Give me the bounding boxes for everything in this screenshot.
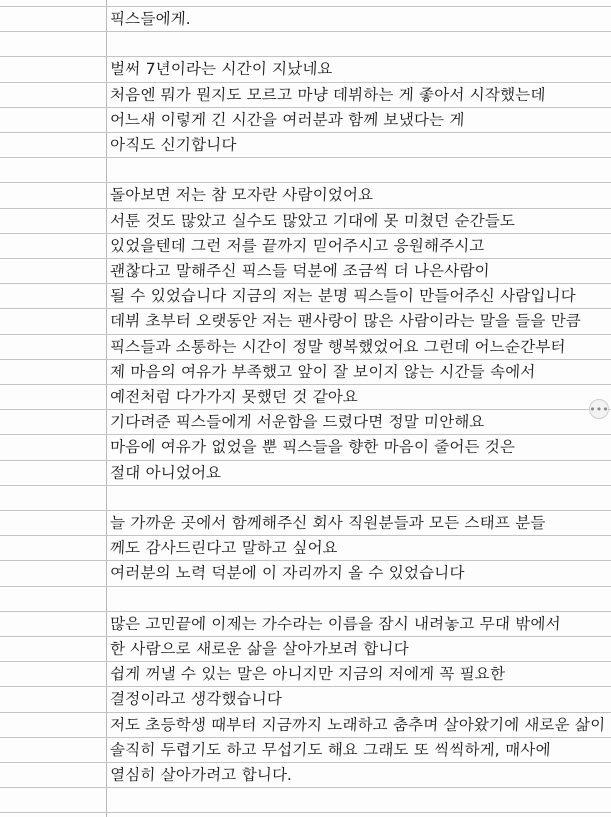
ruled-line: [0, 359, 611, 360]
ruled-line: [0, 812, 611, 813]
letter-line: 많은 고민끝에 이제는 가수라는 이름을 잠시 내려놓고 무대 밖에서: [109, 615, 562, 633]
ruled-line: [0, 787, 611, 788]
ruled-line: [0, 334, 611, 335]
letter-line: 데뷔 초부터 오랫동안 저는 팬사랑이 많은 사람이라는 말을 들을 만큼: [109, 312, 582, 330]
ruled-line: [0, 409, 611, 410]
letter-line: 솔직히 두렵기도 하고 무섭기도 해요 그래도 또 씩씩하게, 매사에: [109, 741, 552, 759]
letter-line: 제 마음의 여유가 부족했고 앞이 잘 보이지 않는 시간들 속에서: [109, 363, 536, 381]
ruled-line: [0, 434, 611, 435]
ruled-line: [0, 82, 611, 83]
letter-line: 될 수 있었습니다 지금의 저는 분명 픽스들이 만들어주신 사람입니다: [109, 287, 577, 305]
ruled-line: [0, 384, 611, 385]
letter-line: 열심히 살아가려고 합니다.: [109, 766, 293, 784]
ruled-line: [0, 208, 611, 209]
letter-line: 여러분의 노력 덕분에 이 자리까지 올 수 있었습니다: [109, 564, 466, 582]
ruled-line: [0, 535, 611, 536]
letter-line: 벌써 7년이라는 시간이 지났네요: [109, 60, 334, 78]
letter-line: 돌아보면 저는 참 모자란 사람이었어요: [109, 186, 374, 204]
ruled-line: [0, 586, 611, 587]
letter-line: 괜찮다고 말해주신 픽스들 덕분에 조금씩 더 나은사람이: [109, 262, 491, 280]
letter-line: 픽스들에게.: [109, 10, 192, 28]
letter-line: 어느새 이렇게 긴 시간을 여러분과 함께 보냈다는 게: [109, 111, 466, 129]
ruled-line: [0, 31, 611, 32]
ruled-line: [0, 762, 611, 763]
ruled-line: [0, 182, 611, 183]
letter-line: 마음에 여유가 없었을 뿐 픽스들을 향한 마음이 줄어든 것은: [109, 438, 516, 456]
ruled-line: [0, 560, 611, 561]
letter-line: 기다려준 픽스들에게 서운함을 드렸다면 정말 미안해요: [109, 413, 486, 431]
ruled-line: [0, 233, 611, 234]
ruled-line: [0, 485, 611, 486]
letter-line: 서툰 것도 많았고 실수도 많았고 기대에 못 미쳤던 순간들도: [109, 212, 516, 230]
ruled-line: [0, 460, 611, 461]
ruled-line: [0, 510, 611, 511]
ruled-line: [0, 6, 611, 7]
ruled-line: [0, 636, 611, 637]
letter-line: 쉽게 꺼낼 수 있는 말은 아니지만 지금의 저에게 꼭 필요한: [109, 665, 506, 683]
letter-line: 예전처럼 다가가지 못했던 것 같아요: [109, 388, 359, 406]
ruled-line: [0, 661, 611, 662]
ruled-line: [0, 157, 611, 158]
letter-line: 있었을텐데 그런 저를 끝까지 믿어주시고 응원해주시고: [109, 237, 486, 255]
letter-line: 결정이라고 생각했습니다: [109, 690, 283, 708]
letter-line: 한 사람으로 새로운 삶을 살아가보려 합니다: [109, 640, 410, 658]
letter-line: 저도 초등학생 때부터 지금까지 노래하고 춤추며 살아왔기에 새로운 삶이: [109, 716, 606, 734]
ruled-line: [0, 283, 611, 284]
ruled-line: [0, 308, 611, 309]
letter-line: 아직도 신기합니다: [109, 136, 237, 154]
ruled-line: [0, 132, 611, 133]
ruled-line: [0, 258, 611, 259]
letter-line: 처음엔 뭐가 뭔지도 모르고 마냥 데뷔하는 게 좋아서 시작했는데: [109, 86, 547, 104]
ruled-line: [0, 686, 611, 687]
letter-line: 절대 아니었어요: [109, 464, 222, 482]
letter-line: 픽스들과 소통하는 시간이 정말 행복했었어요 그런데 어느순간부터: [109, 338, 567, 356]
ruled-line: [0, 712, 611, 713]
ruled-line: [0, 611, 611, 612]
letter-line: 늘 가까운 곳에서 함께해주신 회사 직원분들과 모든 스태프 분들: [109, 514, 547, 532]
carousel-dots-icon[interactable]: •••: [589, 399, 609, 419]
ruled-line: [0, 56, 611, 57]
letter-line: 께도 감사드린다고 말하고 싶어요: [109, 539, 339, 557]
ruled-line: [0, 107, 611, 108]
ruled-line: [0, 737, 611, 738]
